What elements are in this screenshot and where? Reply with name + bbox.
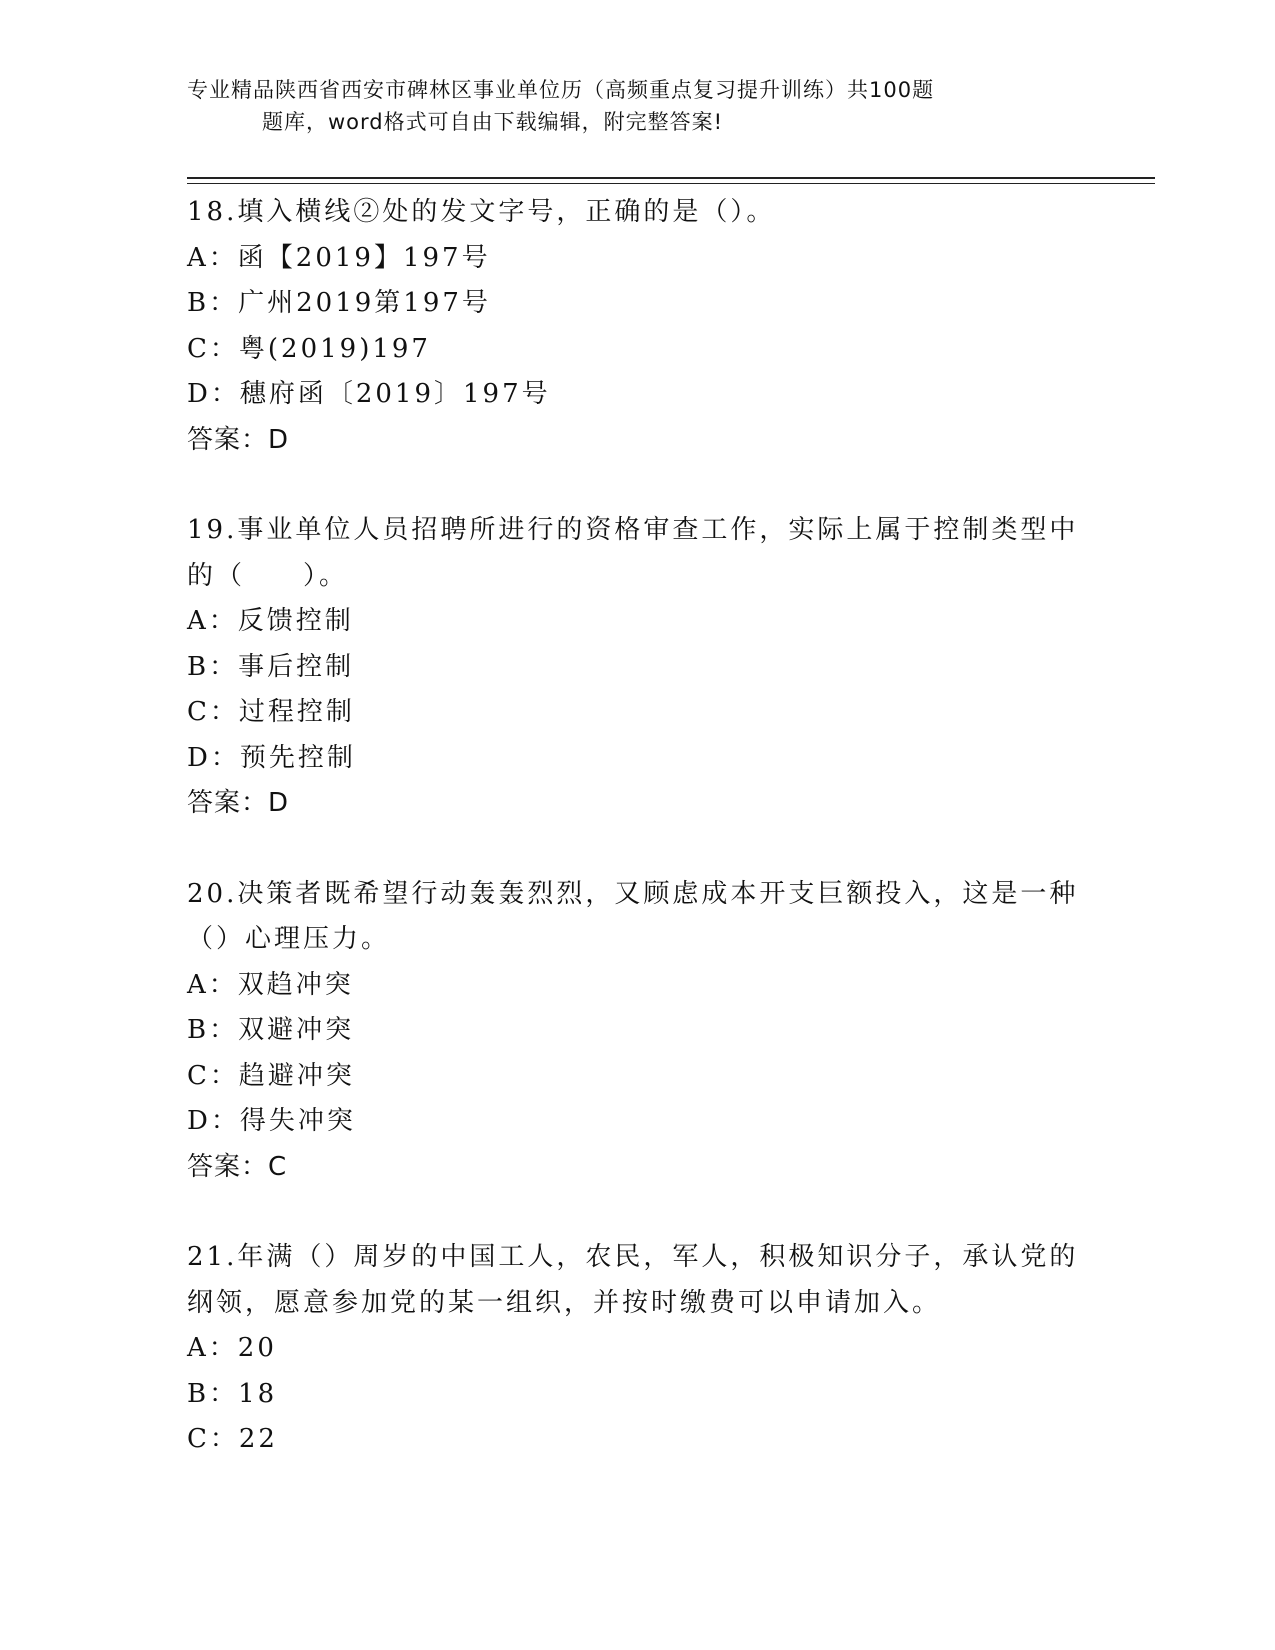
question-21 <box>187 1235 1087 1463</box>
option-b: B：双避冲突 <box>187 1015 355 1045</box>
option-c: C：粤(2019)197 <box>187 333 431 364</box>
option-b: B：事后控制 <box>187 651 355 682</box>
header-title-line-2: 题库，word格式可自由下载编辑，附完整答案! <box>262 110 724 134</box>
option-a: A：双趋冲突 <box>187 969 354 1000</box>
document-header <box>187 74 1067 138</box>
option-b: B：18 <box>187 1378 278 1409</box>
question-18 <box>187 190 1087 463</box>
question-stem: 21.年满（）周岁的中国工人，农民，军人，积极知识分子，承认党的 <box>187 1242 1079 1272</box>
answer: 答案：D <box>187 424 290 455</box>
option-c: C：趋避冲突 <box>187 1060 355 1091</box>
question-20 <box>187 872 1087 1191</box>
question-stem-continued: 的（ ）。 <box>187 560 349 591</box>
option-d: D：预先控制 <box>187 742 356 773</box>
question-stem: 20.决策者既希望行动轰轰烈烈，又顾虑成本开支巨额投入，这是一种 <box>187 878 1079 909</box>
option-d: D：得失冲突 <box>187 1106 356 1136</box>
question-stem: 19.事业单位人员招聘所进行的资格审查工作，实际上属于控制类型中 <box>187 515 1079 545</box>
answer: 答案：D <box>187 788 290 818</box>
answer: 答案：C <box>187 1151 288 1182</box>
option-c: C：过程控制 <box>187 697 355 727</box>
option-d: D：穗府函〔2019〕197号 <box>187 379 551 409</box>
option-a: A：20 <box>187 1333 277 1363</box>
question-stem: 18.填入横线②处的发文字号，正确的是（）。 <box>187 197 776 227</box>
option-b: B：广州2019第197号 <box>187 288 491 318</box>
header-divider-thin <box>187 183 1155 184</box>
option-c: C：22 <box>187 1424 278 1454</box>
option-a: A：反馈控制 <box>187 606 354 636</box>
option-a: A：函【2019】197号 <box>187 242 491 273</box>
question-list <box>187 190 1087 1463</box>
header-divider-thick <box>187 177 1155 179</box>
question-stem-continued: （）心理压力。 <box>187 924 391 954</box>
question-stem-continued: 纲领，愿意参加党的某一组织，并按时缴费可以申请加入。 <box>187 1287 942 1318</box>
question-19 <box>187 508 1087 827</box>
header-title-line-1: 专业精品陕西省西安市碑林区事业单位历（高频重点复习提升训练）共100题 <box>187 78 935 102</box>
